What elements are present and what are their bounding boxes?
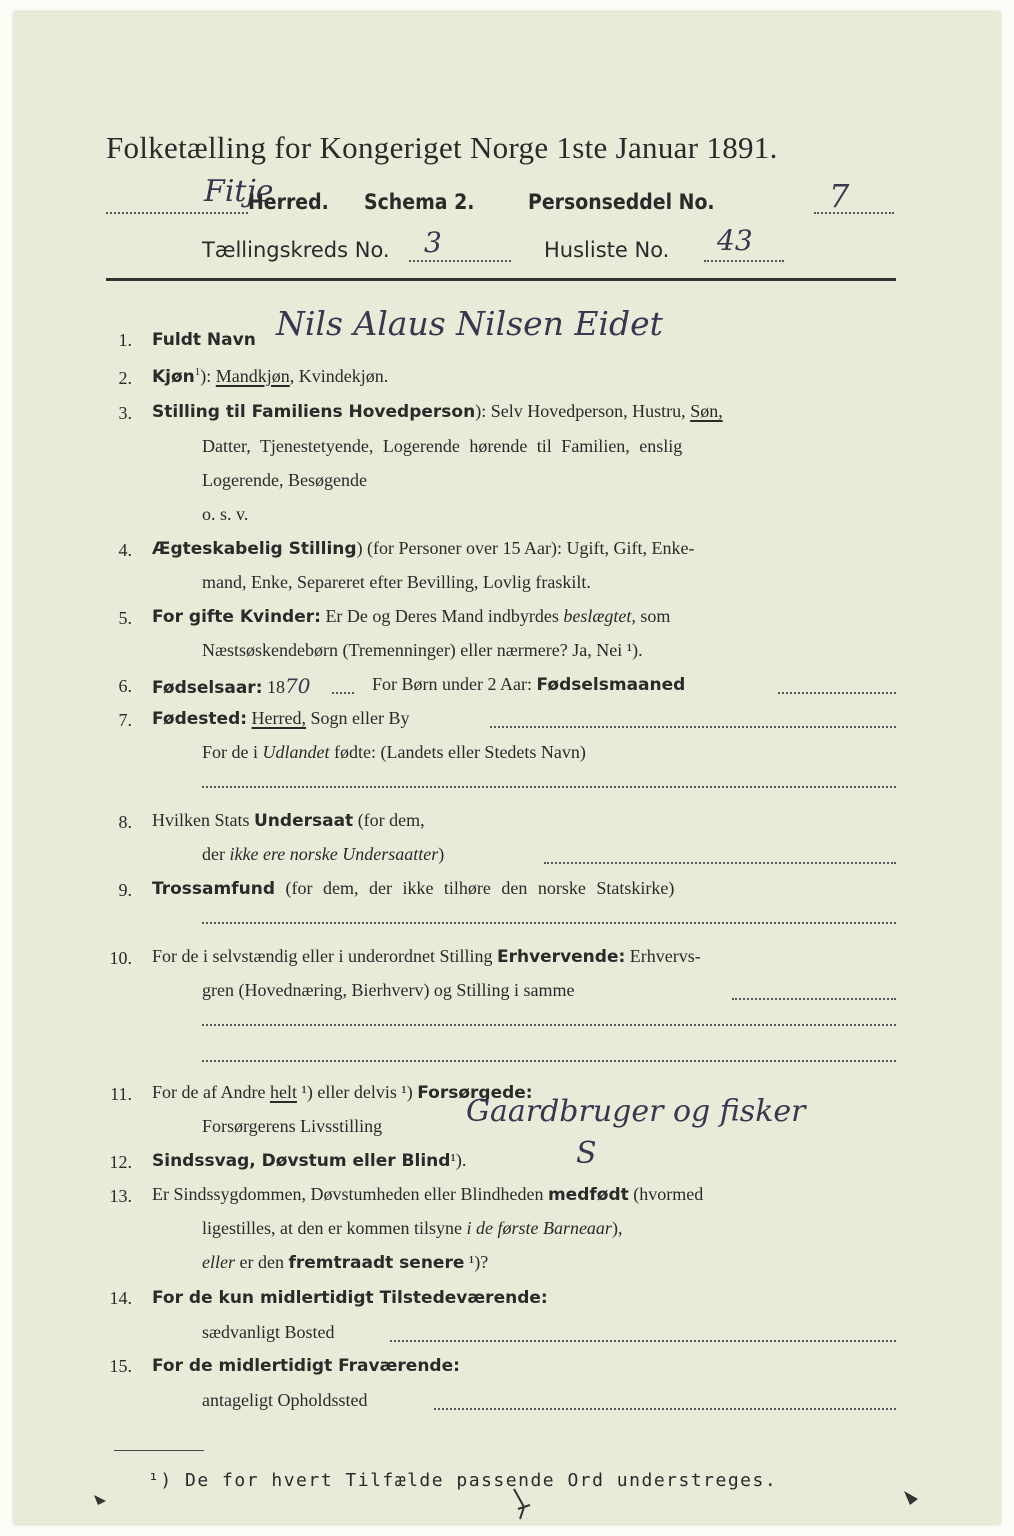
q3-selected-son: Søn, (690, 401, 723, 421)
q9-dots (202, 922, 896, 924)
q10-line1 (152, 946, 701, 967)
q8-number: 8. (118, 812, 132, 832)
q10-line2: gren (Hovednæring, Bierhverv) og Stilling i samme (202, 980, 575, 1000)
q4-number: 4. (118, 540, 132, 560)
q3-line1-rest: ): Selv Hovedperson, Hustru, (475, 401, 691, 421)
q7-number: 7. (118, 710, 132, 730)
q10-label: Erhvervende: (496, 947, 626, 967)
q13-label: medfødt (547, 1185, 629, 1205)
header-rule (106, 278, 896, 281)
kreds-label: Tællingskreds No. (202, 238, 390, 262)
q11-selected-helt: helt (269, 1082, 297, 1102)
q10-dots2 (202, 1024, 896, 1026)
q14-number: 14. (109, 1288, 132, 1308)
q11-label: Forsørgede: (417, 1083, 533, 1103)
q13-line2-b: ), (611, 1218, 623, 1238)
q6-year-value: 70 (285, 674, 311, 698)
q13-line2 (202, 1218, 622, 1239)
q6-year-dots (332, 692, 354, 694)
q2-label: Kjøn (152, 367, 195, 387)
q10-line1-a: For de i selvstændig eller i underordnet Stilling (152, 946, 497, 966)
q6-mid-text: For Børn under 2 Aar: (372, 674, 532, 694)
q13-line1 (152, 1184, 703, 1205)
personseddel-dots (814, 212, 894, 214)
q15-label: For de midlertidigt Fraværende: (152, 1356, 460, 1376)
q14-label: For de kun midlertidigt Tilstedeværende: (152, 1288, 548, 1308)
q11-livsstilling-value: Gaardbruger og fisker (466, 1094, 806, 1129)
q6-label: Fødselsaar: (152, 678, 263, 698)
q15-line2: antageligt Opholdssted (202, 1390, 368, 1410)
footnote-rule (114, 1450, 204, 1451)
q6-mid (372, 674, 685, 695)
q8-label: Undersaat (254, 811, 354, 831)
husliste-dots (704, 260, 784, 262)
q7-selected-herred: Herred, (251, 708, 307, 728)
q5-label: For gifte Kvinder: (152, 607, 321, 627)
q3-line3: Logerende, Besøgende (202, 470, 367, 490)
q7-dots2 (202, 786, 896, 788)
husliste-label: Husliste No. (544, 238, 670, 262)
q13-line2-a: ligestilles, at den er kommen tilsyne (202, 1218, 467, 1238)
q13-line3 (202, 1252, 488, 1273)
personseddel-value: 7 (829, 177, 850, 215)
q13-line1-b: (hvormed (628, 1184, 704, 1204)
q6-label2: Fødselsmaaned (536, 675, 686, 695)
q12-number: 12. (109, 1152, 132, 1172)
q11-number: 11. (110, 1084, 132, 1104)
herred-label: Herred. (248, 190, 329, 214)
q7-label: Fødested: (152, 709, 248, 729)
q5-line1-italic: beslægtet, (563, 606, 636, 626)
husliste-value: 43 (717, 224, 753, 257)
q9-rest: (for dem, der ikke tilhøre den norske Statskirke) (274, 878, 675, 898)
pencil-marks (84, 1487, 944, 1522)
q11-line1-a: For de af Andre (152, 1082, 270, 1102)
q4-line1-rest: ) (for Personer over 15 Aar): Ugift, Gift, Enke- (356, 538, 695, 558)
q10-dots1 (732, 998, 896, 1000)
herred-value: Fitje (204, 174, 274, 209)
q2-sup: 1 (194, 366, 201, 378)
q12-value: S (576, 1136, 597, 1171)
q3-line2: Datter, Tjenestetyende, Logerende hørende til Familien, enslig (202, 436, 683, 456)
q8-line1-b: (for dem, (353, 810, 425, 830)
q7-line2-italic: Udlandet (262, 742, 330, 762)
q13-line2-italic: i de første Barneaar (466, 1218, 612, 1238)
q15-dots (434, 1408, 896, 1410)
q10-line1-b: Erhvervs- (625, 946, 701, 966)
q1-label: Fuldt Navn (152, 330, 256, 350)
q1-name-value: Nils Alaus Nilsen Eidet (276, 304, 663, 343)
q5-line2: Næstsøskendebørn (Tremenninger) eller nærmere? Ja, Nei ¹). (202, 640, 643, 660)
form-title: Folketælling for Kongeriget Norge 1ste Januar 1891. (106, 130, 778, 165)
q9-label: Trossamfund (152, 879, 275, 899)
q10-dots3 (202, 1060, 896, 1062)
q6-number: 6. (118, 676, 132, 696)
q12-label: Sindssvag, Døvstum eller Blind (152, 1151, 451, 1171)
q8-line2-b: ) (438, 844, 445, 864)
q6-month-dots (778, 692, 896, 694)
q3-number: 3. (118, 403, 132, 423)
q13-number: 13. (109, 1186, 132, 1206)
q8-dots (544, 862, 896, 864)
q14-dots (390, 1340, 896, 1342)
q2-number: 2. (118, 368, 132, 388)
q2-text-b: , Kvindekjøn. (289, 366, 389, 386)
q8-line2 (202, 844, 444, 865)
census-form (14, 12, 1000, 1524)
q9-line (152, 878, 674, 899)
q8-line1-a: Hvilken Stats (152, 810, 254, 830)
q4-line2: mand, Enke, Separeret efter Bevilling, Lovlig fraskilt. (202, 572, 591, 592)
q13-line3-italic: eller (202, 1252, 235, 1272)
q8-line2-italic: ikke ere norske Undersaatter (229, 844, 439, 864)
q3-line4: o. s. v. (202, 504, 249, 524)
q7-line2-a: For de i (202, 742, 263, 762)
footnote: ¹) De for hvert Tilfælde passende Ord understreges. (148, 1470, 778, 1491)
kreds-value: 3 (424, 226, 442, 259)
q5-number: 5. (118, 608, 132, 628)
q4-line1 (152, 538, 694, 559)
q13-line3-b: ¹)? (464, 1252, 489, 1272)
q1-number: 1. (118, 330, 132, 350)
q2-line (152, 366, 388, 387)
q2-option-mandkjon: Mandkjøn (215, 366, 290, 386)
q11-line1-b: ¹) eller delvis ¹) (296, 1082, 418, 1102)
herred-dots (106, 212, 248, 214)
q7-rest: Sogn eller By (306, 708, 410, 728)
q10-number: 10. (109, 948, 132, 968)
q13-line1-a: Er Sindssygdommen, Døvstumheden eller Blindheden (152, 1184, 548, 1204)
q12-rest: ¹). (450, 1150, 467, 1170)
q14-line2: sædvanligt Bosted (202, 1322, 335, 1342)
q6-prefix: 18 (262, 677, 285, 697)
q7-dots (490, 726, 896, 728)
q11-line2: Forsørgerens Livsstilling (202, 1116, 383, 1136)
q2-text-a: ): (200, 366, 216, 386)
q8-line1 (152, 810, 425, 831)
q7-line1 (152, 708, 410, 729)
q5-line1-b: som (635, 606, 671, 626)
q8-line2-a: der (202, 844, 230, 864)
q13-label2: fremtraadt senere (288, 1253, 465, 1273)
q5-line1 (152, 606, 670, 627)
q6-line (152, 674, 310, 698)
q9-number: 9. (118, 880, 132, 900)
q13-line3-a: er den (235, 1252, 289, 1272)
schema-label: Schema 2. (364, 190, 475, 214)
q7-line2 (202, 742, 586, 763)
q15-number: 15. (109, 1356, 132, 1376)
q3-label: Stilling til Familiens Hovedperson (152, 402, 476, 422)
q4-label: Ægteskabelig Stilling (152, 539, 357, 559)
personseddel-label: Personseddel No. (528, 190, 715, 214)
q12-line (152, 1150, 466, 1171)
q7-line2-b: fødte: (Landets eller Stedets Navn) (329, 742, 586, 762)
q3-line1 (152, 401, 723, 422)
kreds-dots (409, 260, 511, 262)
q5-line1-a: Er De og Deres Mand indbyrdes (320, 606, 564, 626)
